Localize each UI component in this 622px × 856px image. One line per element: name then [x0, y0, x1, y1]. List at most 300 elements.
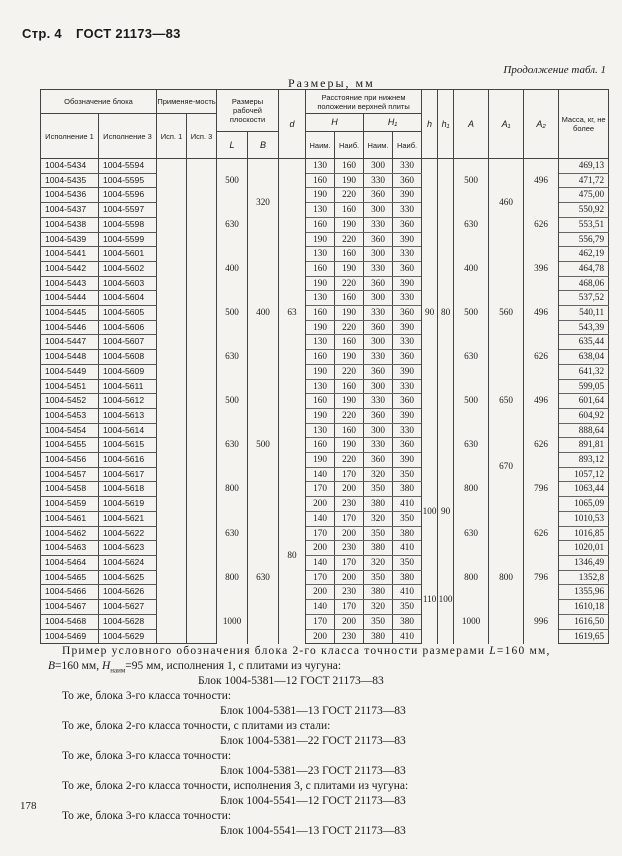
applic3-cell: [187, 511, 217, 526]
standard-code: ГОСТ 21173—83: [75, 26, 181, 41]
Hmin-cell: 170: [306, 614, 335, 629]
col-H-min: Наим.: [306, 132, 335, 159]
H1min-cell: 380: [364, 585, 393, 600]
applic3-cell: [187, 306, 217, 321]
Hmax-cell: 160: [335, 379, 364, 394]
applic1-cell: [157, 261, 187, 276]
sizes-title: Размеры, мм: [288, 76, 375, 90]
Hmax-cell: 200: [335, 570, 364, 585]
exec1-cell: 1004-5468: [41, 614, 99, 629]
H1min-cell: 330: [364, 217, 393, 232]
Hmin-cell: 140: [306, 511, 335, 526]
H1max-cell: 350: [393, 555, 422, 570]
Hmax-cell: 190: [335, 394, 364, 409]
table-row: [41, 335, 609, 350]
col-applic1: Исп. 1: [157, 114, 187, 159]
H1max-cell: 360: [393, 261, 422, 276]
col-L: L: [217, 132, 248, 159]
A-cell: 500: [454, 379, 489, 423]
applic1-cell: [157, 335, 187, 350]
mass-cell: 604,92: [559, 408, 609, 423]
applic3-cell: [187, 629, 217, 644]
A2-cell: 626: [524, 511, 559, 555]
H1max-cell: 330: [393, 379, 422, 394]
mass-cell: 601,64: [559, 394, 609, 409]
mass-cell: 1610,18: [559, 600, 609, 615]
exec3-cell: 1004-5628: [99, 614, 157, 629]
H1min-cell: 330: [364, 438, 393, 453]
applic1-cell: [157, 217, 187, 232]
applic3-cell: [187, 408, 217, 423]
H1min-cell: 330: [364, 261, 393, 276]
Hmax-cell: 220: [335, 320, 364, 335]
H1max-cell: 330: [393, 335, 422, 350]
Hmax-cell: 160: [335, 423, 364, 438]
exec3-cell: 1004-5611: [99, 379, 157, 394]
A2-cell: 496: [524, 379, 559, 423]
mass-cell: 468,06: [559, 276, 609, 291]
applic1-cell: [157, 320, 187, 335]
applic3-cell: [187, 173, 217, 188]
H1max-cell: 380: [393, 482, 422, 497]
table-row: [41, 467, 609, 482]
applic1-cell: [157, 408, 187, 423]
example-text-2: То же, блока 3-го класса точности:: [62, 690, 232, 702]
H1min-cell: 360: [364, 276, 393, 291]
applic1-cell: [157, 188, 187, 203]
L-cell: 630: [217, 423, 248, 467]
H1max-cell: 410: [393, 541, 422, 556]
col-designation: Обозначение блока: [41, 90, 157, 114]
A-cell: 800: [454, 555, 489, 599]
dimensions-table: [40, 89, 609, 644]
exec1-cell: 1004-5466: [41, 585, 99, 600]
applic1-cell: [157, 203, 187, 218]
col-h: h: [422, 90, 438, 159]
mass-cell: 1619,65: [559, 629, 609, 644]
exec3-cell: 1004-5627: [99, 600, 157, 615]
exec1-cell: 1004-5451: [41, 379, 99, 394]
page-number: 178: [20, 800, 37, 812]
h-cell: 90: [422, 159, 438, 468]
Hmin-cell: 160: [306, 438, 335, 453]
exec1-cell: 1004-5439: [41, 232, 99, 247]
H1min-cell: 300: [364, 159, 393, 174]
applic1-cell: [157, 291, 187, 306]
applic1-cell: [157, 511, 187, 526]
exec1-cell: 1004-5445: [41, 306, 99, 321]
example-intro: Пример условного обозначения блока 2-го класса точности размерами: [62, 645, 486, 657]
applic3-cell: [187, 482, 217, 497]
applic1-cell: [157, 438, 187, 453]
applic3-cell: [187, 276, 217, 291]
exec3-cell: 1004-5625: [99, 570, 157, 585]
applic1-cell: [157, 497, 187, 512]
exec3-cell: 1004-5602: [99, 261, 157, 276]
Hmax-cell: 190: [335, 173, 364, 188]
example-formula-3: Блок 1004-5381—22 ГОСТ 21173—83: [220, 735, 406, 747]
applic1-cell: [157, 364, 187, 379]
col-exec1: Исполнение 1: [41, 114, 99, 159]
A1-cell: 670: [489, 423, 524, 511]
applic3-cell: [187, 423, 217, 438]
mass-cell: 641,32: [559, 364, 609, 379]
applic1-cell: [157, 379, 187, 394]
L-cell: 500: [217, 291, 248, 335]
H1max-cell: 380: [393, 614, 422, 629]
applic3-cell: [187, 394, 217, 409]
A2-cell: 496: [524, 159, 559, 203]
d-cell: 63: [279, 159, 306, 468]
applic1-cell: [157, 350, 187, 365]
exec1-cell: 1004-5465: [41, 570, 99, 585]
H1max-cell: 390: [393, 320, 422, 335]
applic3-cell: [187, 467, 217, 482]
mass-cell: 1063,44: [559, 482, 609, 497]
H1min-cell: 330: [364, 394, 393, 409]
h1-cell: 100: [438, 555, 454, 643]
mass-cell: 553,51: [559, 217, 609, 232]
Hmax-cell: 170: [335, 467, 364, 482]
applic3-cell: [187, 291, 217, 306]
Hmax-cell: 200: [335, 482, 364, 497]
exec3-cell: 1004-5616: [99, 453, 157, 468]
applic3-cell: [187, 350, 217, 365]
L-cell: 630: [217, 203, 248, 247]
example-formula-2: Блок 1004-5381—13 ГОСТ 21173—83: [220, 705, 406, 717]
exec1-cell: 1004-5435: [41, 173, 99, 188]
exec1-cell: 1004-5467: [41, 600, 99, 615]
applic3-cell: [187, 453, 217, 468]
Hmin-cell: 160: [306, 173, 335, 188]
col-h1: h₁: [438, 90, 454, 159]
H1max-cell: 380: [393, 526, 422, 541]
exec1-cell: 1004-5452: [41, 394, 99, 409]
applic1-cell: [157, 306, 187, 321]
exec3-cell: 1004-5595: [99, 173, 157, 188]
A-cell: 500: [454, 291, 489, 335]
exec1-cell: 1004-5458: [41, 482, 99, 497]
exec1-cell: 1004-5436: [41, 188, 99, 203]
exec1-cell: 1004-5448: [41, 350, 99, 365]
col-B: B: [248, 132, 279, 159]
exec3-cell: 1004-5629: [99, 629, 157, 644]
Hmax-cell: 220: [335, 453, 364, 468]
Hmin-cell: 200: [306, 541, 335, 556]
Hmin-cell: 160: [306, 217, 335, 232]
H1max-cell: 350: [393, 511, 422, 526]
col-H1: H₁: [364, 114, 422, 132]
H1max-cell: 390: [393, 276, 422, 291]
applic1-cell: [157, 394, 187, 409]
mass-cell: 638,04: [559, 350, 609, 365]
Hmin-cell: 190: [306, 232, 335, 247]
mass-cell: 540,11: [559, 306, 609, 321]
applic1-cell: [157, 247, 187, 262]
applic3-cell: [187, 570, 217, 585]
Hmin-cell: 140: [306, 467, 335, 482]
A-cell: 630: [454, 203, 489, 247]
applic3-cell: [187, 541, 217, 556]
Hmin-cell: 190: [306, 276, 335, 291]
example-sub-H: наим: [110, 666, 126, 675]
mass-cell: 1616,50: [559, 614, 609, 629]
A1-cell: 800: [489, 511, 524, 643]
col-d: d: [279, 90, 306, 159]
exec1-cell: 1004-5447: [41, 335, 99, 350]
Hmin-cell: 190: [306, 453, 335, 468]
applic1-cell: [157, 159, 187, 174]
Hmin-cell: 160: [306, 261, 335, 276]
example-line-1: [62, 644, 551, 659]
Hmin-cell: 140: [306, 600, 335, 615]
H1min-cell: 330: [364, 306, 393, 321]
H1min-cell: 300: [364, 247, 393, 262]
exec1-cell: 1004-5457: [41, 467, 99, 482]
exec3-cell: 1004-5607: [99, 335, 157, 350]
Hmin-cell: 130: [306, 423, 335, 438]
Hmax-cell: 160: [335, 247, 364, 262]
col-applic3: Исп. 3: [187, 114, 217, 159]
example-formula-4: Блок 1004-5381—23 ГОСТ 21173—83: [220, 765, 406, 777]
Hmin-cell: 200: [306, 629, 335, 644]
exec3-cell: 1004-5626: [99, 585, 157, 600]
Hmin-cell: 190: [306, 320, 335, 335]
col-mass: Масса, кг, не более: [559, 90, 609, 159]
applic3-cell: [187, 232, 217, 247]
example-var-B: B: [48, 660, 56, 672]
exec1-cell: 1004-5463: [41, 541, 99, 556]
h-cell: 100: [422, 467, 438, 555]
mass-cell: 893,12: [559, 453, 609, 468]
mass-cell: 1020,01: [559, 541, 609, 556]
mass-cell: 599,05: [559, 379, 609, 394]
Hmin-cell: 200: [306, 585, 335, 600]
H1max-cell: 330: [393, 159, 422, 174]
example-formula-1: Блок 1004-5381—12 ГОСТ 21173—83: [198, 675, 384, 687]
example-val-L: =160 мм,: [496, 645, 551, 657]
A2-cell: 626: [524, 423, 559, 467]
mass-cell: 1065,09: [559, 497, 609, 512]
page-header: [22, 26, 181, 41]
H1max-cell: 390: [393, 232, 422, 247]
H1max-cell: 330: [393, 291, 422, 306]
exec3-cell: 1004-5604: [99, 291, 157, 306]
applic1-cell: [157, 232, 187, 247]
H1min-cell: 350: [364, 614, 393, 629]
mass-cell: 462,19: [559, 247, 609, 262]
H1max-cell: 360: [393, 306, 422, 321]
applic3-cell: [187, 261, 217, 276]
L-cell: 400: [217, 247, 248, 291]
H1max-cell: 390: [393, 408, 422, 423]
mass-cell: 556,79: [559, 232, 609, 247]
Hmin-cell: 130: [306, 203, 335, 218]
mass-cell: 1016,85: [559, 526, 609, 541]
example-var-L: L: [489, 645, 497, 657]
H1max-cell: 360: [393, 394, 422, 409]
A1-cell: 560: [489, 247, 524, 379]
Hmax-cell: 190: [335, 438, 364, 453]
Hmax-cell: 170: [335, 511, 364, 526]
A-cell: 630: [454, 511, 489, 555]
exec1-cell: 1004-5469: [41, 629, 99, 644]
H1max-cell: 390: [393, 188, 422, 203]
H1min-cell: 360: [364, 364, 393, 379]
table-row: [41, 203, 609, 218]
Hmax-cell: 190: [335, 306, 364, 321]
L-cell: 500: [217, 159, 248, 203]
exec3-cell: 1004-5603: [99, 276, 157, 291]
applic1-cell: [157, 555, 187, 570]
applic3-cell: [187, 159, 217, 174]
H1min-cell: 320: [364, 467, 393, 482]
A2-cell: 796: [524, 467, 559, 511]
Hmin-cell: 190: [306, 364, 335, 379]
mass-cell: 1057,12: [559, 467, 609, 482]
B-cell: 500: [248, 379, 279, 511]
Hmin-cell: 140: [306, 555, 335, 570]
applic3-cell: [187, 203, 217, 218]
mass-cell: 635,44: [559, 335, 609, 350]
exec1-cell: 1004-5454: [41, 423, 99, 438]
Hmax-cell: 220: [335, 188, 364, 203]
applic3-cell: [187, 438, 217, 453]
mass-cell: 550,92: [559, 203, 609, 218]
Hmax-cell: 230: [335, 585, 364, 600]
H1max-cell: 330: [393, 423, 422, 438]
A1-cell: 650: [489, 379, 524, 423]
Hmax-cell: 160: [335, 291, 364, 306]
Hmin-cell: 130: [306, 379, 335, 394]
table-row: [41, 600, 609, 615]
H1min-cell: 380: [364, 629, 393, 644]
exec3-cell: 1004-5617: [99, 467, 157, 482]
mass-cell: 888,64: [559, 423, 609, 438]
col-H1-max: Наиб.: [393, 132, 422, 159]
table-row: [41, 247, 609, 262]
h-cell: 110: [422, 555, 438, 643]
example-text-4: То же, блока 3-го класса точности:: [62, 750, 232, 762]
applic1-cell: [157, 600, 187, 615]
table-row: [41, 379, 609, 394]
exec1-cell: 1004-5443: [41, 276, 99, 291]
exec3-cell: 1004-5605: [99, 306, 157, 321]
applic3-cell: [187, 585, 217, 600]
exec3-cell: 1004-5606: [99, 320, 157, 335]
H1max-cell: 350: [393, 467, 422, 482]
applic3-cell: [187, 379, 217, 394]
L-cell: 800: [217, 555, 248, 599]
Hmax-cell: 160: [335, 159, 364, 174]
H1min-cell: 300: [364, 335, 393, 350]
H1min-cell: 350: [364, 570, 393, 585]
A2-cell: 626: [524, 203, 559, 247]
applic3-cell: [187, 555, 217, 570]
L-cell: 630: [217, 511, 248, 555]
exec3-cell: 1004-5613: [99, 408, 157, 423]
col-work-size: Размеры рабочей плоскости: [217, 90, 279, 132]
Hmax-cell: 220: [335, 232, 364, 247]
applic3-cell: [187, 364, 217, 379]
Hmax-cell: 200: [335, 614, 364, 629]
exec1-cell: 1004-5455: [41, 438, 99, 453]
exec1-cell: 1004-5444: [41, 291, 99, 306]
exec1-cell: 1004-5441: [41, 247, 99, 262]
exec3-cell: 1004-5594: [99, 159, 157, 174]
Hmin-cell: 170: [306, 482, 335, 497]
H1max-cell: 360: [393, 173, 422, 188]
exec3-cell: 1004-5601: [99, 247, 157, 262]
exec1-cell: 1004-5442: [41, 261, 99, 276]
example-formula-6: Блок 1004-5541—13 ГОСТ 21173—83: [220, 825, 406, 837]
mass-cell: 543,39: [559, 320, 609, 335]
H1min-cell: 350: [364, 482, 393, 497]
H1min-cell: 380: [364, 541, 393, 556]
mass-cell: 471,72: [559, 173, 609, 188]
Hmax-cell: 190: [335, 217, 364, 232]
exec3-cell: 1004-5624: [99, 555, 157, 570]
Hmin-cell: 170: [306, 526, 335, 541]
H1min-cell: 330: [364, 173, 393, 188]
Hmin-cell: 200: [306, 497, 335, 512]
H1max-cell: 380: [393, 570, 422, 585]
H1max-cell: 330: [393, 203, 422, 218]
Hmax-cell: 170: [335, 600, 364, 615]
Hmax-cell: 170: [335, 555, 364, 570]
H1max-cell: 410: [393, 497, 422, 512]
A2-cell: 496: [524, 291, 559, 335]
applic3-cell: [187, 320, 217, 335]
mass-cell: 1010,53: [559, 511, 609, 526]
Hmax-cell: 220: [335, 276, 364, 291]
Hmax-cell: 230: [335, 497, 364, 512]
table-row: [41, 555, 609, 570]
mass-cell: 537,52: [559, 291, 609, 306]
H1min-cell: 360: [364, 188, 393, 203]
mass-cell: 469,13: [559, 159, 609, 174]
H1min-cell: 320: [364, 600, 393, 615]
example-val-H: =95 мм, исполнения 1, с плитами из чугуна:: [125, 660, 342, 672]
H1min-cell: 360: [364, 453, 393, 468]
exec1-cell: 1004-5453: [41, 408, 99, 423]
applic1-cell: [157, 541, 187, 556]
applic1-cell: [157, 453, 187, 468]
exec3-cell: 1004-5614: [99, 423, 157, 438]
Hmin-cell: 160: [306, 306, 335, 321]
H1max-cell: 390: [393, 453, 422, 468]
H1min-cell: 360: [364, 408, 393, 423]
applic3-cell: [187, 247, 217, 262]
applic1-cell: [157, 423, 187, 438]
exec3-cell: 1004-5621: [99, 511, 157, 526]
H1max-cell: 350: [393, 600, 422, 615]
Hmin-cell: 190: [306, 408, 335, 423]
Hmin-cell: 130: [306, 159, 335, 174]
Hmin-cell: 130: [306, 291, 335, 306]
exec3-cell: 1004-5619: [99, 497, 157, 512]
Hmin-cell: 130: [306, 335, 335, 350]
col-distance: Расстояние при нижнем положении верхней плиты: [306, 90, 422, 114]
H1min-cell: 300: [364, 423, 393, 438]
L-cell: 500: [217, 379, 248, 423]
H1min-cell: 300: [364, 203, 393, 218]
exec3-cell: 1004-5623: [99, 541, 157, 556]
H1min-cell: 320: [364, 511, 393, 526]
Hmax-cell: 190: [335, 350, 364, 365]
H1max-cell: 330: [393, 247, 422, 262]
H1max-cell: 410: [393, 629, 422, 644]
